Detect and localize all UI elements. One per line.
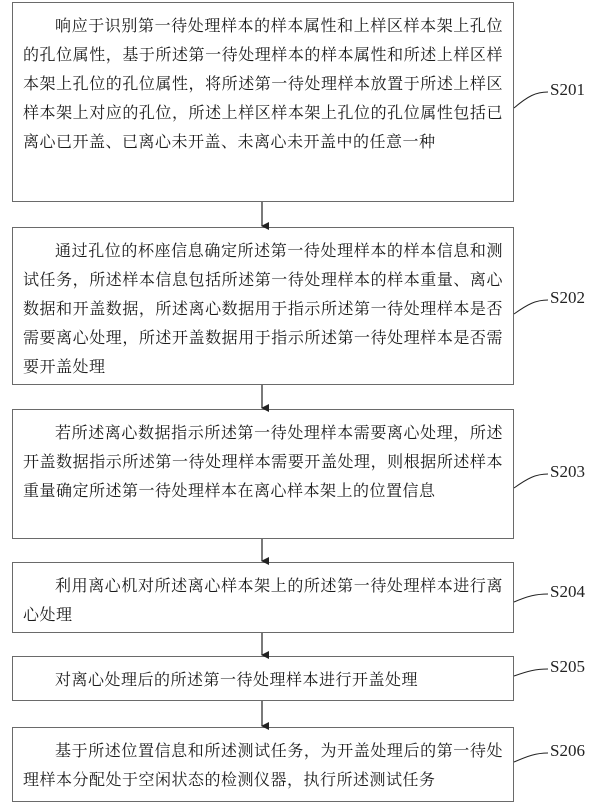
leader-s206: [514, 753, 548, 762]
step-text: 通过孔位的杯座信息确定所述第一待处理样本的样本信息和测试任务，所述样本信息包括所述第一待处理样本的样本重量、离心数据和开盖数据，所述离心数据用于指示所述第一待处理样本是否需要离心处理，所述开盖数据用于指示所述第一待处理样本是否需要开盖处理: [23, 241, 503, 376]
step-label-s201: S201: [550, 80, 585, 99]
step-text: 利用离心机对所述离心样本架上的所述第一待处理样本进行离心处理: [23, 576, 503, 624]
step-label-s204: S204: [550, 582, 585, 601]
step-text: 对离心处理后的所述第一待处理样本进行开盖处理: [55, 670, 419, 689]
step-label-s202: S202: [550, 288, 585, 307]
step-text: 响应于识别第一待处理样本的样本属性和上样区样本架上孔位的孔位属性，基于所述第一待处理样本的样本属性和所述上样区样本架上孔位的孔位属性，将所述第一待处理样本放置于所述上样区样本架上对应的孔位，所述上样区样本架上孔位的孔位属性包括已离心已开盖、已离心未开盖、未离心未开盖中的任意一种: [23, 16, 503, 151]
step-label-s206: S206: [550, 741, 585, 760]
leader-s202: [514, 300, 548, 314]
step-text: 基于所述位置信息和所述测试任务，为开盖处理后的第一待处理样本分配处于空闲状态的检测仪器，执行所述测试任务: [23, 741, 503, 789]
leader-s201: [514, 92, 548, 108]
leader-s203: [514, 474, 548, 488]
step-label-s205: S205: [550, 657, 585, 676]
step-label-s203: S203: [550, 462, 585, 481]
leader-s204: [514, 594, 548, 602]
leader-s205: [514, 669, 548, 676]
step-text: 若所述离心数据指示所述第一待处理样本需要离心处理，所述开盖数据指示所述第一待处理样本需要开盖处理，则根据所述样本重量确定所述第一待处理样本在离心样本架上的位置信息: [23, 423, 503, 500]
